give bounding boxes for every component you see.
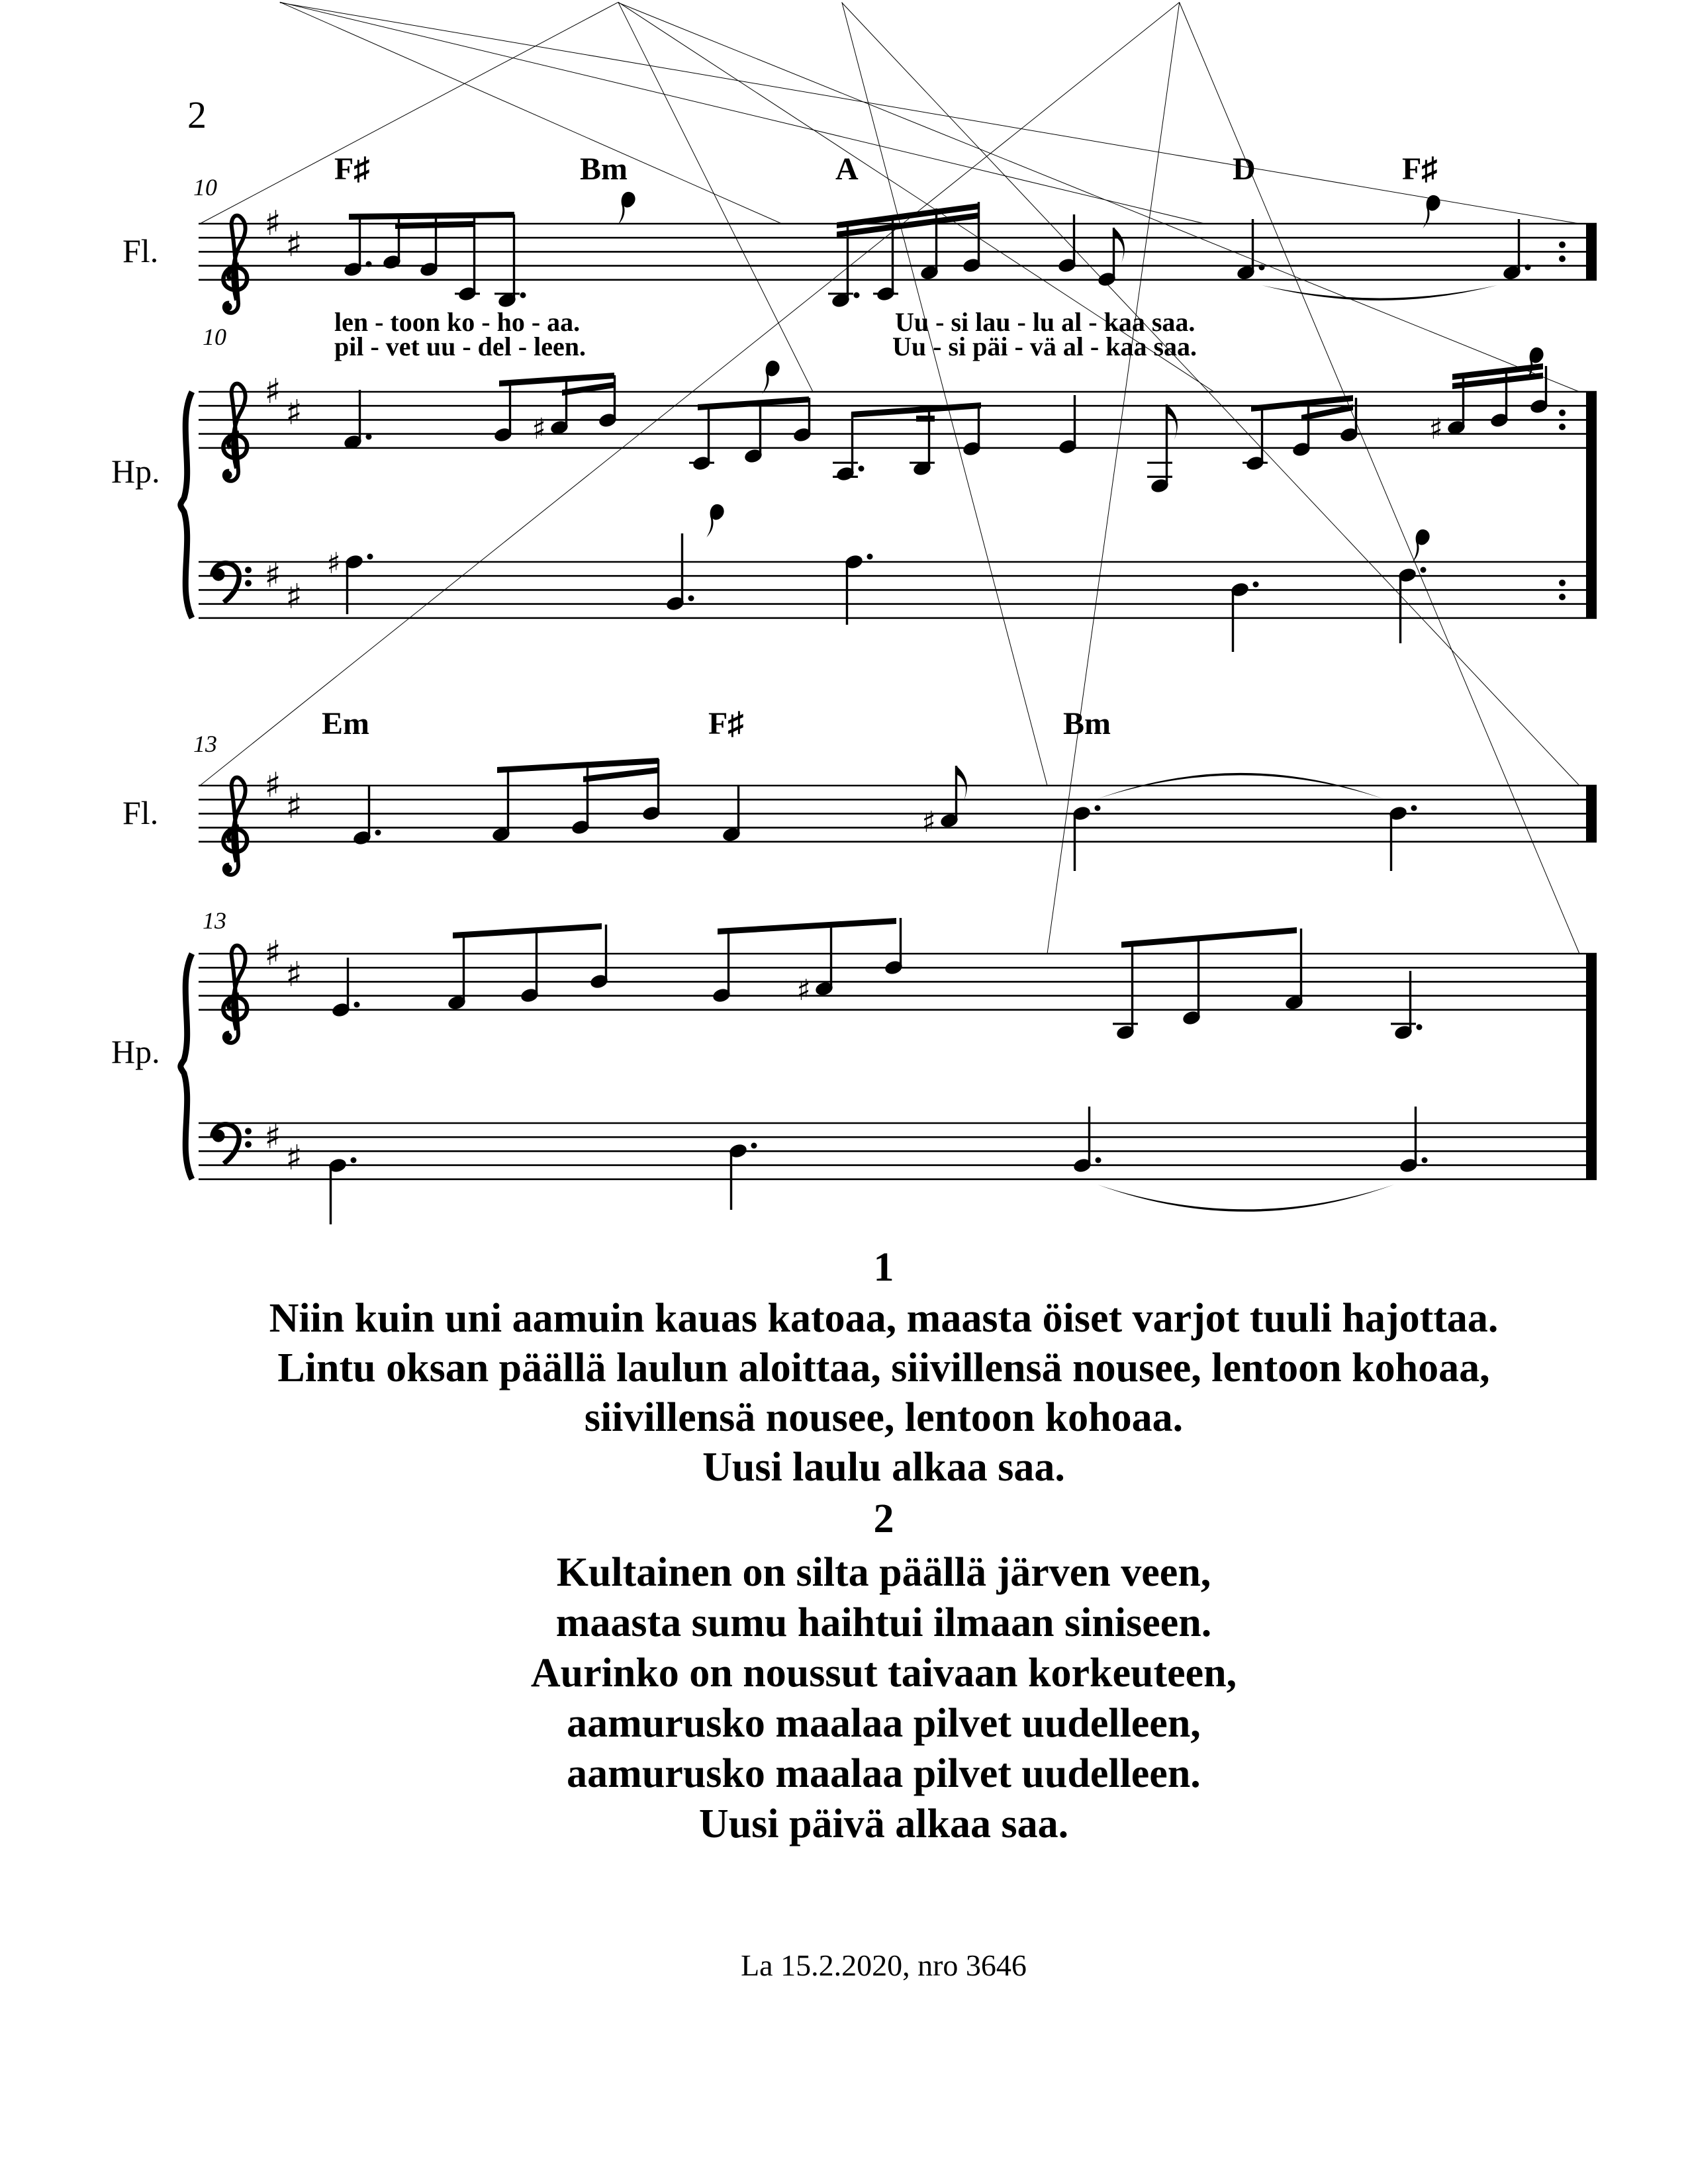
verse-1-number: 1 bbox=[873, 1245, 894, 1290]
svg-text:♯: ♯ bbox=[264, 204, 281, 244]
svg-text:♯: ♯ bbox=[285, 392, 303, 433]
eighth-flag bbox=[1167, 404, 1178, 440]
verse-line: Kultainen on silta päällä järven veen, bbox=[556, 1550, 1211, 1595]
instrument-label-harp-1: Hp. bbox=[111, 453, 160, 490]
svg-text:♯: ♯ bbox=[285, 577, 303, 617]
bass-clef-icon bbox=[212, 563, 252, 602]
svg-text:♯: ♯ bbox=[285, 954, 303, 995]
verse-line: aamurusko maalaa pilvet uudelleen, bbox=[567, 1701, 1201, 1746]
instrument-label-flute-1: Fl. bbox=[122, 232, 159, 269]
lyric-line-verse2-left: pil - vet uu - del - leen. bbox=[334, 332, 586, 361]
grand-staff-brace bbox=[181, 392, 192, 618]
grand-staff-brace bbox=[181, 954, 192, 1179]
measure-number-harp-s2: 13 bbox=[203, 907, 226, 934]
svg-text:♯: ♯ bbox=[285, 224, 303, 265]
measure-number-harp-s1: 10 bbox=[203, 324, 226, 350]
chord-symbol: Bm bbox=[1063, 706, 1111, 741]
eighth-flag bbox=[957, 766, 967, 801]
verse-line: siivillensä nousee, lentoon kohoaa. bbox=[584, 1395, 1184, 1440]
svg-text:♯: ♯ bbox=[921, 805, 936, 839]
treble-clef-icon bbox=[223, 216, 247, 313]
svg-text:♯: ♯ bbox=[532, 412, 546, 446]
verse-1-text bbox=[185, 1294, 1582, 1492]
lyric-line-verse2-right: Uu - si päi - vä al - kaa saa. bbox=[892, 332, 1197, 361]
lyric-line-verse1-left: len - toon ko - ho - aa. bbox=[334, 307, 581, 337]
footer-date-number: La 15.2.2020, nro 3646 bbox=[741, 1948, 1027, 1982]
verse-line: Niin kuin uni aamuin kauas katoaa, maasta öiset varjot tuuli hajottaa. bbox=[269, 1296, 1499, 1341]
verse-line: Lintu oksan päällä laulun aloittaa, siivillensä nousee, lentoon kohoaa, bbox=[277, 1345, 1490, 1390]
verse-line: Uusi päivä alkaa saa. bbox=[698, 1801, 1069, 1846]
measure-number-flute-s2: 13 bbox=[193, 731, 217, 757]
verse-line: aamurusko maalaa pilvet uudelleen. bbox=[567, 1751, 1201, 1796]
page-number: 2 bbox=[187, 93, 207, 136]
svg-text:♯: ♯ bbox=[285, 786, 303, 827]
chord-symbol: F♯ bbox=[334, 152, 370, 187]
instrument-label-flute-2: Fl. bbox=[122, 794, 159, 831]
svg-text:♯: ♯ bbox=[285, 1138, 303, 1178]
chord-symbol: Em bbox=[322, 706, 369, 741]
verse-2-text bbox=[185, 1547, 1582, 1849]
treble-clef-icon bbox=[223, 384, 247, 481]
svg-text:♯: ♯ bbox=[796, 974, 811, 1007]
svg-text:♯: ♯ bbox=[264, 766, 281, 805]
chord-symbol: F♯ bbox=[1402, 152, 1438, 187]
svg-text:♯: ♯ bbox=[264, 1117, 281, 1158]
eighth-flag bbox=[1114, 228, 1125, 263]
svg-text:♯: ♯ bbox=[264, 934, 281, 974]
treble-clef-icon bbox=[223, 778, 247, 875]
verse-2-number: 2 bbox=[873, 1496, 894, 1541]
verse-line: maasta sumu haihtui ilmaan siniseen. bbox=[555, 1600, 1212, 1645]
chord-symbol: A bbox=[835, 152, 859, 187]
instrument-label-harp-2: Hp. bbox=[111, 1033, 160, 1070]
svg-text:♯: ♯ bbox=[1429, 412, 1443, 446]
treble-clef-icon bbox=[223, 946, 247, 1043]
svg-text:♯: ♯ bbox=[326, 547, 341, 580]
bass-clef-icon bbox=[212, 1124, 252, 1163]
chord-symbol: D bbox=[1233, 152, 1256, 187]
chord-symbol: F♯ bbox=[708, 706, 744, 741]
measure-number-flute-s1: 10 bbox=[193, 174, 217, 201]
verse-line: Aurinko on noussut taivaan korkeuteen, bbox=[530, 1651, 1237, 1696]
svg-text:♯: ♯ bbox=[264, 556, 281, 596]
verse-line: Uusi laulu alkaa saa. bbox=[702, 1445, 1065, 1490]
svg-text:♯: ♯ bbox=[264, 372, 281, 412]
chord-symbol: Bm bbox=[580, 152, 628, 187]
lyric-line-verse1-right: Uu - si lau - lu al - kaa saa. bbox=[895, 307, 1196, 337]
